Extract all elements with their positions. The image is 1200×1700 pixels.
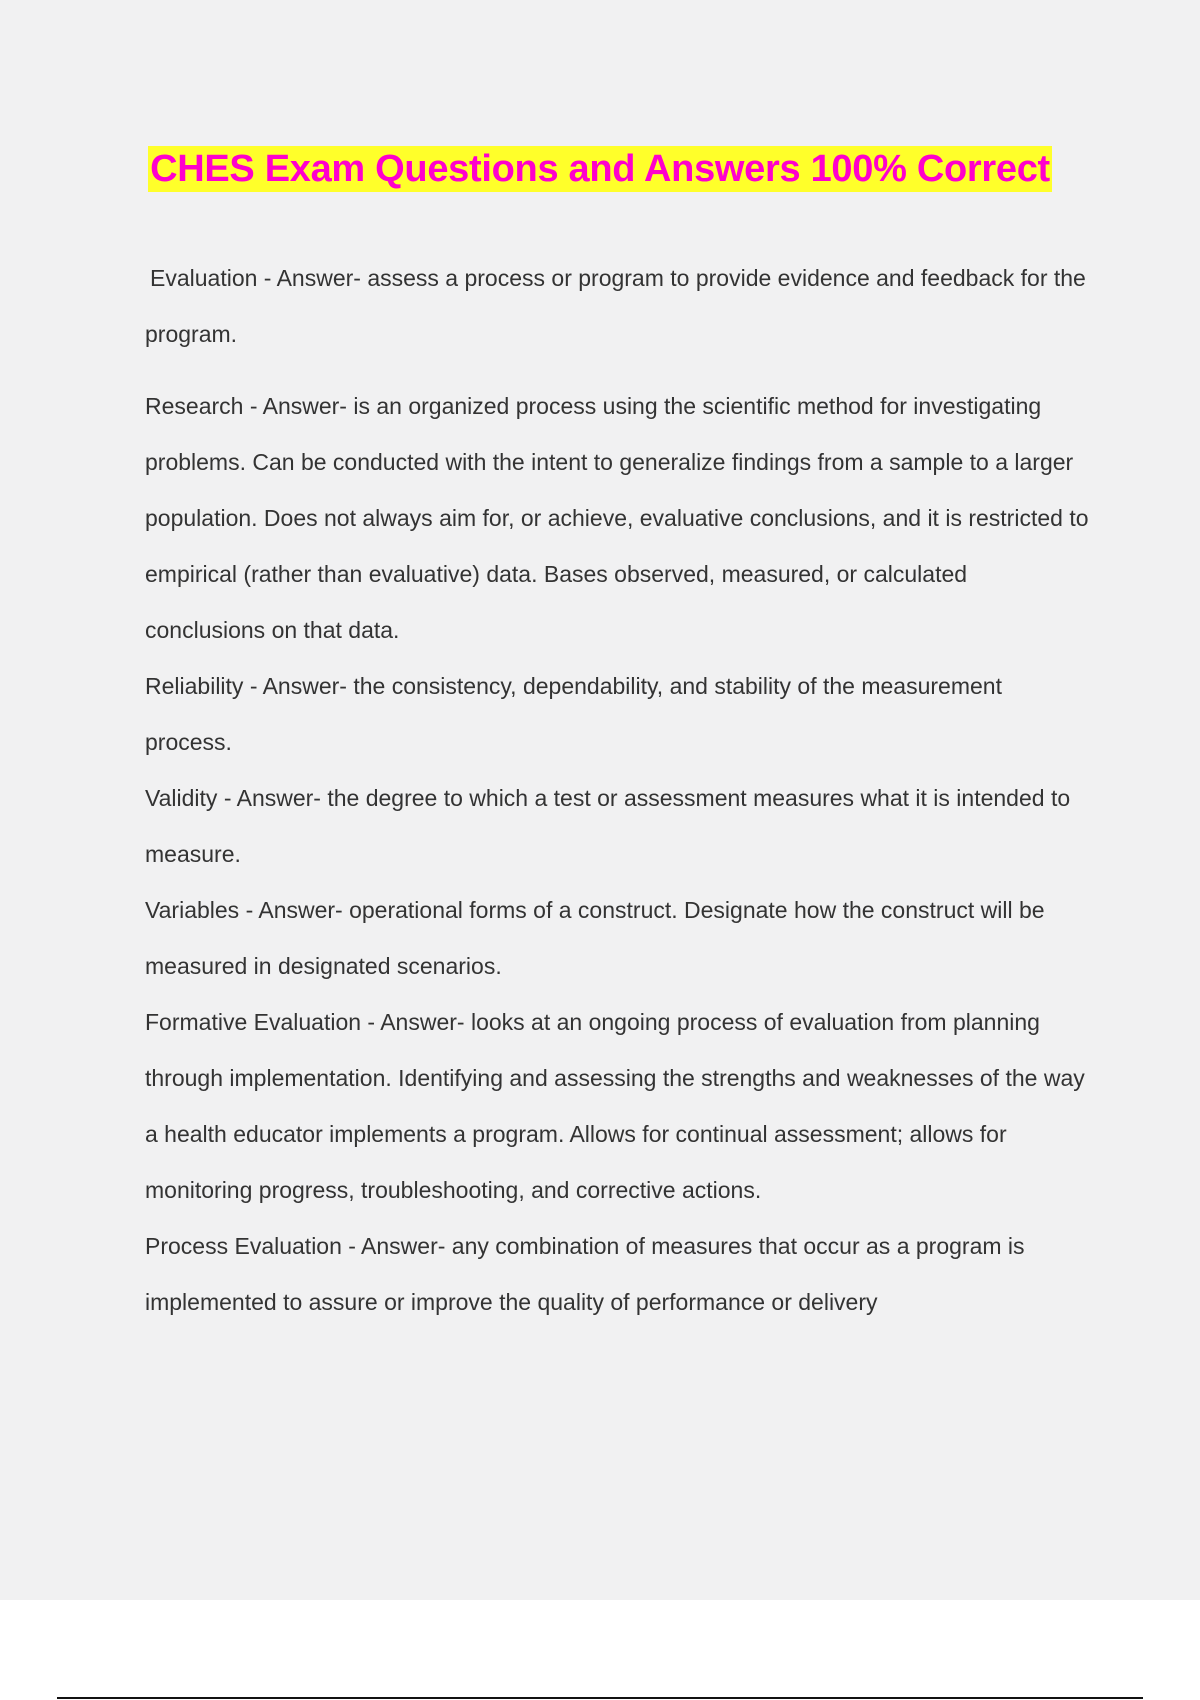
footer-divider	[57, 1697, 1143, 1699]
page-title: CHES Exam Questions and Answers 100% Correct	[150, 148, 1050, 190]
qa-entry-formative-evaluation: Formative Evaluation - Answer- looks at an ongoing process of evaluation from planning through implementation. Identifying and assessing the strengths and weaknesses of the way a health educator implements a program. Allows for continual assessment; allows for monitoring progress, troubleshooting, and corrective actions.	[145, 1009, 1085, 1203]
page-footer	[0, 1600, 1200, 1700]
qa-entry-evaluation: Evaluation - Answer- assess a process or program to provide evidence and feedback for the program.	[145, 265, 1086, 347]
title-container	[0, 146, 1200, 192]
qa-entry-variables: Variables - Answer- operational forms of a construct. Designate how the construct will be measured in designated scenarios.	[145, 897, 1045, 979]
qa-entry-research: Research - Answer- is an organized process using the scientific method for investigating problems. Can be conducted with the intent to generalize findings from a sample to a larger population. Does not always aim for, or achieve, evaluative conclusions, and it is restricted to empirical (rather than evaluative) data. Bases observed, measured, or calculated conclusions on that data.	[145, 393, 1089, 643]
qa-content	[145, 250, 1090, 1330]
qa-entry-process-evaluation: Process Evaluation - Answer- any combination of measures that occur as a program is implemented to assure or improve the quality of performance or delivery	[145, 1233, 1025, 1315]
qa-entry-validity: Validity - Answer- the degree to which a test or assessment measures what it is intended to measure.	[145, 785, 1071, 867]
qa-entry-reliability: Reliability - Answer- the consistency, dependability, and stability of the measurement process.	[145, 673, 1002, 755]
